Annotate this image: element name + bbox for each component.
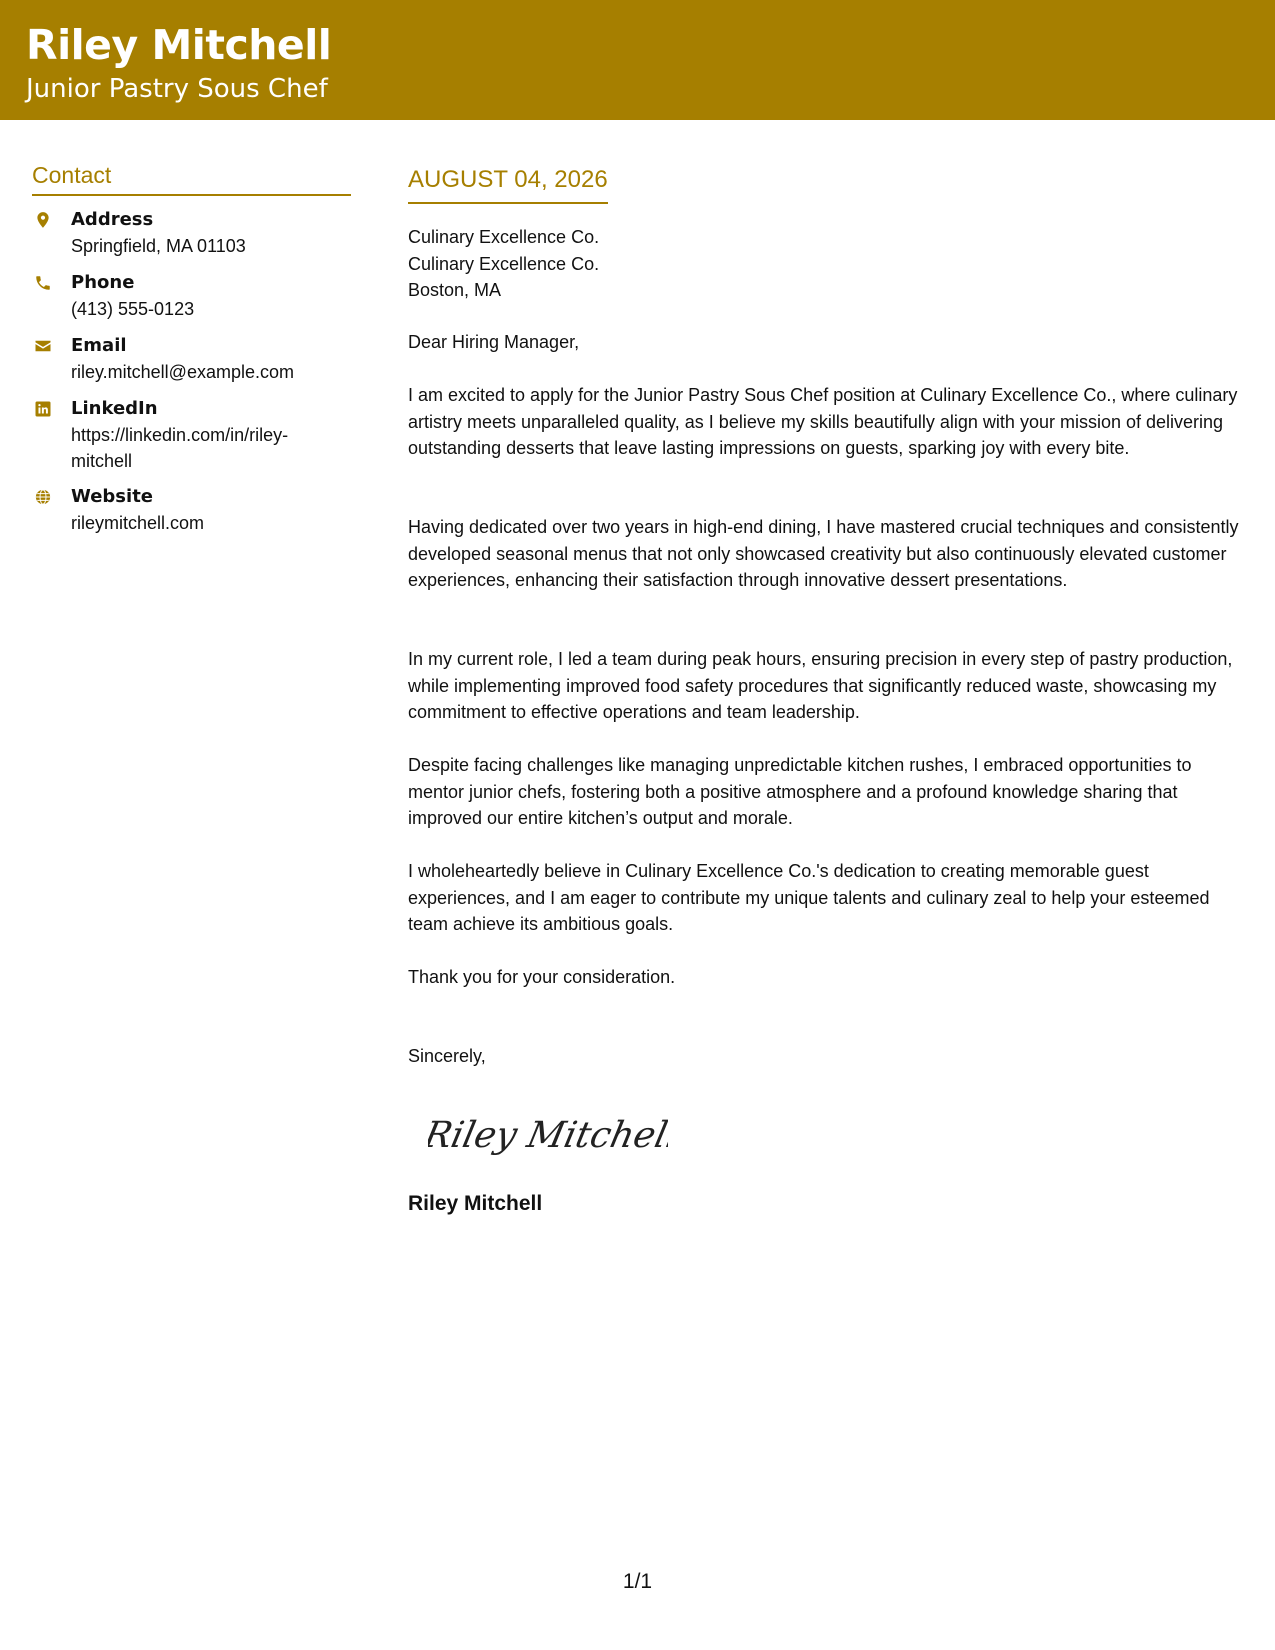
envelope-icon — [34, 337, 52, 355]
greeting: Dear Hiring Manager, — [408, 332, 580, 352]
recipient-line: Boston, MA — [408, 280, 502, 300]
globe-icon — [34, 488, 52, 506]
recipient-line: Culinary Excellence Co. — [408, 253, 600, 274]
handwritten-signature — [428, 1101, 668, 1170]
contact-label: Email — [71, 335, 127, 356]
header-banner — [0, 0, 1275, 120]
paragraph-4: Despite facing challenges like managing unpredictable kitchen rushes, I embraced opportunities to mentor junior chefs, fostering both a positive atmosphere and a profound knowledge sharing that improved our entire kitchen’s output and morale. — [408, 755, 1192, 828]
contact-value[interactable]: https://linkedin.com/in/riley-mitchell — [71, 425, 289, 471]
contact-value[interactable]: riley.mitchell@example.com — [71, 362, 294, 382]
candidate-title: Junior Pastry Sous Chef — [26, 74, 328, 104]
paragraph-2: Having dedicated over two years in high-end dining, I have mastered crucial techniques and consistently developed seasonal menus that not only showcased creativity but also continuously elevated customer experiences, enhancing their satisfaction through innovative dessert presentations. — [408, 517, 1239, 590]
recipient-block — [408, 224, 1248, 304]
contact-value[interactable]: rileymitchell.com — [71, 513, 205, 533]
contact-label: Phone — [71, 272, 135, 293]
contact-label: Website — [71, 486, 154, 507]
paragraph-5: I wholeheartedly believe in Culinary Excellence Co.'s dedication to creating memorable guest experiences, and I am eager to contribute my unique talents and culinary zeal to help your esteemed team achieve its ambitious goals. — [408, 861, 1210, 934]
paragraph-1: I am excited to apply for the Junior Pastry Sous Chef position at Culinary Excellence Co., where culinary artistry meets unparalleled quality, as I believe my skills beautifully align with your mission of delivering outstanding desserts that leave lasting impressions on guests, sparking joy with every bite. — [408, 385, 1238, 458]
paragraph-6: Thank you for your consideration. — [408, 967, 676, 987]
closing: Sincerely, — [408, 1046, 486, 1066]
letter-body — [408, 164, 1248, 1215]
page-number: 1/1 — [622, 1570, 653, 1593]
contact-value: Springfield, MA 01103 — [71, 236, 246, 256]
location-pin-icon — [34, 211, 52, 229]
linkedin-icon — [34, 400, 52, 418]
signature-image: Riley Mitchell — [428, 1113, 668, 1156]
signer-name: Riley Mitchell — [408, 1192, 543, 1215]
paragraph-3: In my current role, I led a team during peak hours, ensuring precision in every step of pastry production, while implementing improved food safety procedures that significantly reduced waste, showcasing my commitment to effective operations and team leadership. — [408, 649, 1233, 722]
contact-value: (413) 555-0123 — [71, 299, 195, 319]
contact-sidebar — [32, 160, 351, 533]
letter-date: AUGUST 04, 2026 — [408, 164, 608, 204]
recipient-line: Culinary Excellence Co. — [408, 227, 600, 247]
contact-label: Address — [71, 209, 154, 230]
contact-heading: Contact — [32, 160, 351, 196]
contact-label: LinkedIn — [71, 398, 158, 419]
phone-icon — [34, 274, 52, 292]
candidate-name: Riley Mitchell — [26, 21, 332, 69]
